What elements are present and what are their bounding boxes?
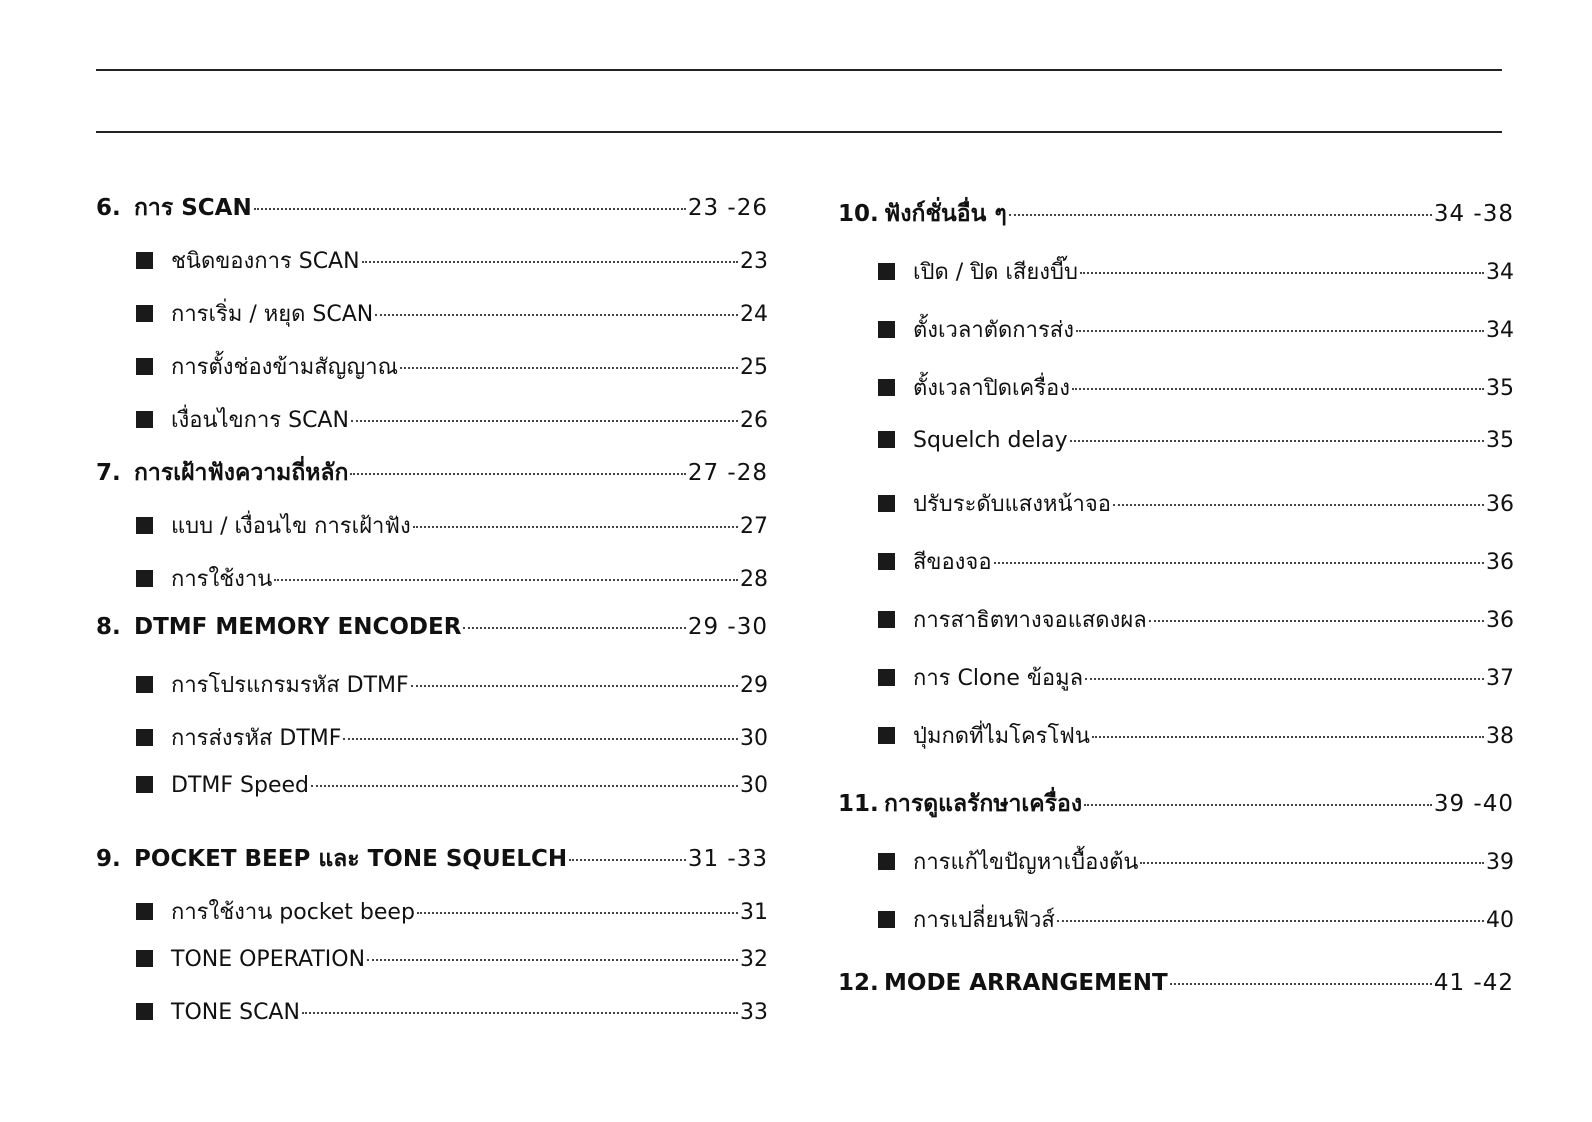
- item-label: การเปลี่ยนฟิวส์: [913, 908, 1055, 933]
- toc-section-9[interactable]: [96, 841, 768, 879]
- square-bullet-icon: [136, 517, 153, 534]
- section-number: 11.: [838, 791, 879, 817]
- dot-leader: [569, 859, 686, 861]
- toc-item[interactable]: [838, 602, 1514, 640]
- section-number: 10.: [838, 201, 879, 227]
- item-label: การใช้งาน pocket beep: [171, 900, 415, 925]
- top-rule: [96, 69, 1502, 71]
- item-page: 40: [1486, 908, 1514, 933]
- square-bullet-icon: [878, 611, 895, 628]
- item-label: ตั้งเวลาตัดการส่ง: [913, 318, 1074, 343]
- item-label: การส่งรหัส DTMF: [171, 726, 342, 751]
- square-bullet-icon: [136, 411, 153, 428]
- section-title: POCKET BEEP และ TONE SQUELCH: [134, 846, 568, 872]
- dot-leader: [1076, 330, 1484, 332]
- item-label: การแก้ไขปัญหาเบื้องต้น: [913, 850, 1139, 875]
- item-page: 27: [740, 514, 768, 539]
- square-bullet-icon: [136, 950, 153, 967]
- section-pages: 39 -40: [1433, 791, 1514, 817]
- section-pages: 41 -42: [1433, 970, 1514, 996]
- dot-leader: [1085, 678, 1484, 680]
- dot-leader: [1009, 214, 1432, 216]
- section-title: DTMF MEMORY ENCODER: [134, 614, 462, 640]
- section-number: 7.: [96, 460, 121, 486]
- item-label: การตั้งช่องข้ามสัญญาณ: [171, 355, 398, 380]
- dot-leader: [994, 562, 1484, 564]
- square-bullet-icon: [878, 911, 895, 928]
- toc-section-12[interactable]: [838, 970, 1514, 1008]
- toc-section-6[interactable]: [96, 190, 768, 228]
- dot-leader: [1113, 504, 1484, 506]
- item-page: 23: [740, 249, 768, 274]
- toc-item[interactable]: [838, 254, 1514, 292]
- dot-leader: [362, 261, 738, 263]
- dot-leader: [375, 314, 738, 316]
- item-label: เปิด / ปิด เสียงบี๊บ: [913, 260, 1078, 285]
- square-bullet-icon: [136, 729, 153, 746]
- dot-leader: [350, 473, 685, 475]
- item-page: 36: [1486, 492, 1514, 517]
- item-label: Squelch delay: [913, 428, 1068, 453]
- dot-leader: [400, 367, 738, 369]
- toc-item[interactable]: [838, 312, 1514, 350]
- dot-leader: [1084, 804, 1432, 806]
- toc-item[interactable]: [96, 773, 768, 811]
- dot-leader: [417, 912, 738, 914]
- dot-leader: [1140, 862, 1484, 864]
- item-page: 35: [1486, 428, 1514, 453]
- item-label: ชนิดของการ SCAN: [171, 249, 360, 274]
- item-label: การเริ่ม / หยุด SCAN: [171, 302, 374, 327]
- section-number: 8.: [96, 614, 121, 640]
- toc-item[interactable]: [96, 296, 768, 334]
- item-page: 31: [740, 900, 768, 925]
- dot-leader: [413, 526, 738, 528]
- section-title: MODE ARRANGEMENT: [884, 970, 1168, 996]
- item-page: 38: [1486, 724, 1514, 749]
- toc-item[interactable]: [838, 844, 1514, 882]
- square-bullet-icon: [878, 263, 895, 280]
- dot-leader: [343, 738, 738, 740]
- dot-leader: [311, 785, 738, 787]
- item-page: 36: [1486, 550, 1514, 575]
- toc-section-11[interactable]: [838, 786, 1514, 824]
- toc-right-column: [838, 190, 1514, 1008]
- dot-leader: [411, 685, 738, 687]
- square-bullet-icon: [136, 358, 153, 375]
- toc-item[interactable]: [838, 544, 1514, 582]
- item-page: 24: [740, 302, 768, 327]
- dot-leader: [274, 579, 738, 581]
- square-bullet-icon: [878, 431, 895, 448]
- toc-section-8[interactable]: [96, 614, 768, 652]
- square-bullet-icon: [136, 1003, 153, 1020]
- dot-leader: [351, 420, 738, 422]
- square-bullet-icon: [878, 553, 895, 570]
- item-page: 37: [1486, 666, 1514, 691]
- item-label: ปรับระดับแสงหน้าจอ: [913, 492, 1111, 517]
- item-label: TONE SCAN: [171, 1000, 300, 1025]
- item-page: 34: [1486, 260, 1514, 285]
- toc-item[interactable]: [96, 243, 768, 281]
- dot-leader: [1080, 272, 1484, 274]
- item-label: แบบ / เงื่อนไข การเฝ้าฟัง: [171, 514, 411, 539]
- item-label: ตั้งเวลาปิดเครื่อง: [913, 376, 1070, 401]
- section-pages: 23 -26: [687, 195, 768, 221]
- toc-item[interactable]: [96, 508, 768, 546]
- item-page: 28: [740, 567, 768, 592]
- toc-left-column: [96, 190, 768, 1038]
- item-label: DTMF Speed: [171, 773, 309, 798]
- square-bullet-icon: [136, 305, 153, 322]
- toc-item[interactable]: [96, 1000, 768, 1038]
- square-bullet-icon: [878, 495, 895, 512]
- section-pages: 29 -30: [687, 614, 768, 640]
- item-label: การโปรแกรมรหัส DTMF: [171, 673, 409, 698]
- item-label: เงื่อนไขการ SCAN: [171, 408, 349, 433]
- item-page: 29: [740, 673, 768, 698]
- square-bullet-icon: [136, 903, 153, 920]
- dot-leader: [1149, 620, 1484, 622]
- toc-item[interactable]: [838, 370, 1514, 408]
- item-page: 32: [740, 947, 768, 972]
- section-title: การ SCAN: [134, 195, 252, 221]
- section-title: การดูแลรักษาเครื่อง: [884, 791, 1083, 817]
- square-bullet-icon: [878, 669, 895, 686]
- section-number: 12.: [838, 970, 879, 996]
- item-page: 35: [1486, 376, 1514, 401]
- item-label: การใช้งาน: [171, 567, 273, 592]
- dot-leader: [1057, 920, 1484, 922]
- item-label: การสาธิตทางจอแสดงผล: [913, 608, 1147, 633]
- square-bullet-icon: [136, 776, 153, 793]
- toc-item[interactable]: [96, 349, 768, 387]
- section-title: การเฝ้าฟังความถี่หลัก: [134, 460, 349, 486]
- toc-section-10[interactable]: [838, 196, 1514, 234]
- item-label: ปุ่มกดที่ไมโครโฟน: [913, 724, 1090, 749]
- toc-item[interactable]: [838, 660, 1514, 698]
- header-rule: [96, 131, 1502, 133]
- item-page: 30: [740, 773, 768, 798]
- dot-leader: [367, 959, 738, 961]
- square-bullet-icon: [878, 379, 895, 396]
- section-title: ฟังก์ชั่นอื่น ๆ: [884, 201, 1007, 227]
- item-label: TONE OPERATION: [171, 947, 366, 972]
- toc-item[interactable]: [96, 894, 768, 932]
- toc-item[interactable]: [838, 486, 1514, 524]
- square-bullet-icon: [136, 676, 153, 693]
- square-bullet-icon: [878, 727, 895, 744]
- toc-item[interactable]: [96, 561, 768, 599]
- square-bullet-icon: [136, 252, 153, 269]
- item-page: 36: [1486, 608, 1514, 633]
- section-number: 9.: [96, 846, 121, 872]
- dot-leader: [1072, 388, 1484, 390]
- item-label: การ Clone ข้อมูล: [913, 666, 1084, 691]
- toc-item[interactable]: [838, 428, 1514, 466]
- dot-leader: [1070, 440, 1484, 442]
- toc-item[interactable]: [838, 718, 1514, 756]
- dot-leader: [1170, 983, 1432, 985]
- item-page: 33: [740, 1000, 768, 1025]
- item-page: 30: [740, 726, 768, 751]
- dot-leader: [1092, 736, 1484, 738]
- item-page: 26: [740, 408, 768, 433]
- item-page: 39: [1486, 850, 1514, 875]
- section-pages: 27 -28: [687, 460, 768, 486]
- square-bullet-icon: [878, 321, 895, 338]
- toc-item[interactable]: [96, 402, 768, 440]
- section-pages: 34 -38: [1433, 201, 1514, 227]
- item-page: 34: [1486, 318, 1514, 343]
- toc-item[interactable]: [96, 720, 768, 758]
- item-label: สีของจอ: [913, 550, 992, 575]
- item-page: 25: [740, 355, 768, 380]
- toc-item[interactable]: [838, 902, 1514, 940]
- dot-leader: [302, 1012, 738, 1014]
- toc-item[interactable]: [96, 667, 768, 705]
- section-number: 6.: [96, 195, 121, 221]
- toc-item[interactable]: [96, 947, 768, 985]
- square-bullet-icon: [136, 570, 153, 587]
- section-pages: 31 -33: [687, 846, 768, 872]
- dot-leader: [463, 627, 685, 629]
- dot-leader: [254, 208, 686, 210]
- square-bullet-icon: [878, 853, 895, 870]
- toc-section-7[interactable]: [96, 455, 768, 493]
